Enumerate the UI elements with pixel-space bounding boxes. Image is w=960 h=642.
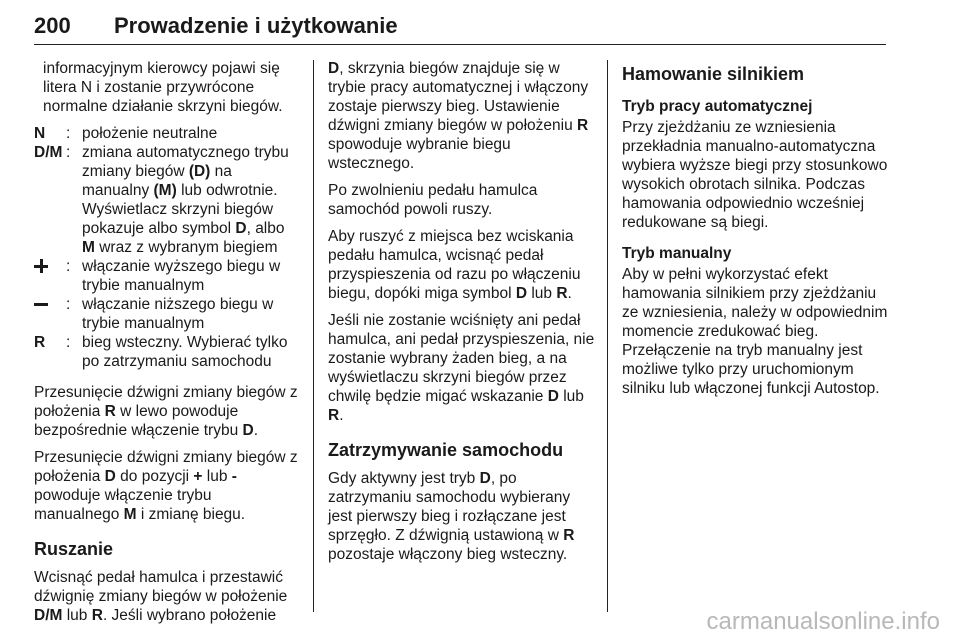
- paragraph: Aby w pełni wykorzystać efekt hamowania silnikiem przy zjeżdżaniu ze wzniesienia, należy w odpowiednim momencie zredukować bieg. Przełączenie na tryb manualny jest możliwe tylko przy uruchomionym silniku lub włączonej funkcji Autostop.: [622, 266, 888, 397]
- def-item-minus: : włączanie niższego biegu w trybie manualnym: [34, 295, 298, 333]
- paragraph: Przy zjeżdżaniu ze wzniesienia przekładnia manualno-automatyczna wybiera wyższe biegi przy stosunkowo wysokich obrotach silnika. Podczas hamowania odpowiednio wcześniej redukowane są biegi.: [622, 119, 888, 231]
- def-item-n: N : położenie neutralne: [34, 124, 298, 143]
- paragraph: Przesunięcie dźwigni zmiany biegów z położenia R w lewo powoduje bezpośrednie włączenie trybu D.: [34, 384, 298, 439]
- column-divider-1: [313, 60, 314, 612]
- subheading-manual: Tryb manualny: [622, 245, 732, 262]
- def-item-dm: D/M : zmiana automatycznego trybu zmiany biegów (D) na manualny (M) lub odwrotnie. Wyświetlacz skrzyni biegów pokazuje albo symbol D, albo M wraz z wybranym biegiem: [34, 143, 298, 257]
- def-desc: włączanie niższego biegu w trybie manualnym: [82, 296, 274, 332]
- minus-icon: [34, 297, 48, 311]
- section-heading-ruszanie: Ruszanie: [34, 539, 114, 559]
- watermark: carmanualsonline.info: [706, 608, 940, 635]
- def-term: R: [34, 334, 46, 351]
- def-item-plus: : włączanie wyższego biegu w trybie manualnym: [34, 257, 298, 295]
- paragraph: Przesunięcie dźwigni zmiany biegów z położenia D do pozycji + lub - powoduje włączenie trybu manualnego M i zmianę biegu.: [34, 449, 298, 523]
- column-2: [328, 59, 598, 572]
- plus-icon: [34, 259, 48, 273]
- paragraph: Po zwolnieniu pedału hamulca samochód powoli ruszy.: [328, 182, 538, 218]
- page-header: [34, 8, 886, 45]
- page-number: 200: [34, 13, 71, 38]
- def-item-r: R : bieg wsteczny. Wybierać tylko po zatrzymaniu samochodu: [34, 333, 298, 371]
- section-heading-zatrzymywanie: Zatrzymywanie samochodu: [328, 440, 564, 460]
- def-desc: położenie neutralne: [82, 125, 218, 142]
- section-heading-hamowanie: Hamowanie silnikiem: [622, 64, 805, 84]
- def-term: D/M: [34, 144, 63, 161]
- paragraph: Jeśli nie zostanie wciśnięty ani pedał hamulca, ani pedał przyspieszenia, nie zostanie wybrany żaden bieg, a na wyświetlaczu skrzyni biegów przez chwilę będzie migać wskazanie D lub R.: [328, 312, 595, 424]
- def-desc: włączanie wyższego biegu w trybie manualnym: [82, 258, 281, 294]
- column-divider-2: [607, 60, 608, 612]
- def-desc: zmiana automatycznego trybu zmiany biegów (D) na manualny (M) lub odwrotnie. Wyświetlacz skrzyni biegów pokazuje albo symbol D, albo M wraz z wybranym biegiem: [82, 144, 289, 256]
- gear-definition-list: [34, 124, 298, 371]
- paragraph: Aby ruszyć z miejsca bez wciskania pedału hamulca, wcisnąć pedał przyspieszenia od razu po włączeniu biegu, dopóki miga symbol D lub R.: [328, 228, 581, 302]
- def-desc: bieg wsteczny. Wybierać tylko po zatrzymaniu samochodu: [82, 334, 288, 370]
- paragraph: Wcisnąć pedał hamulca i przestawić dźwignię zmiany biegów w położenie D/M lub R. Jeśli wybrano położenie: [34, 569, 288, 624]
- subheading-automatic: Tryb pracy automatycznej: [622, 98, 813, 115]
- paragraph: D, skrzynia biegów znajduje się w trybie pracy automatycznej i włączony zostaje pierwszy bieg. Ustawienie dźwigni zmiany biegów w położeniu R spowoduje wybranie biegu wstecznego.: [328, 60, 589, 172]
- column-1: [34, 59, 298, 633]
- column-3: [622, 59, 892, 406]
- chapter-title: Prowadzenie i użytkowanie: [114, 13, 398, 38]
- paragraph: Gdy aktywny jest tryb D, po zatrzymaniu samochodu wybierany jest pierwszy bieg i rozłączane jest sprzęgło. Z dźwignią ustawioną w R pozostaje włączony bieg wsteczny.: [328, 470, 575, 563]
- intro-paragraph: informacyjnym kierowcy pojawi się litera N i zostanie przywrócone normalne działanie skrzyni biegów.: [43, 60, 283, 115]
- def-term: N: [34, 125, 46, 142]
